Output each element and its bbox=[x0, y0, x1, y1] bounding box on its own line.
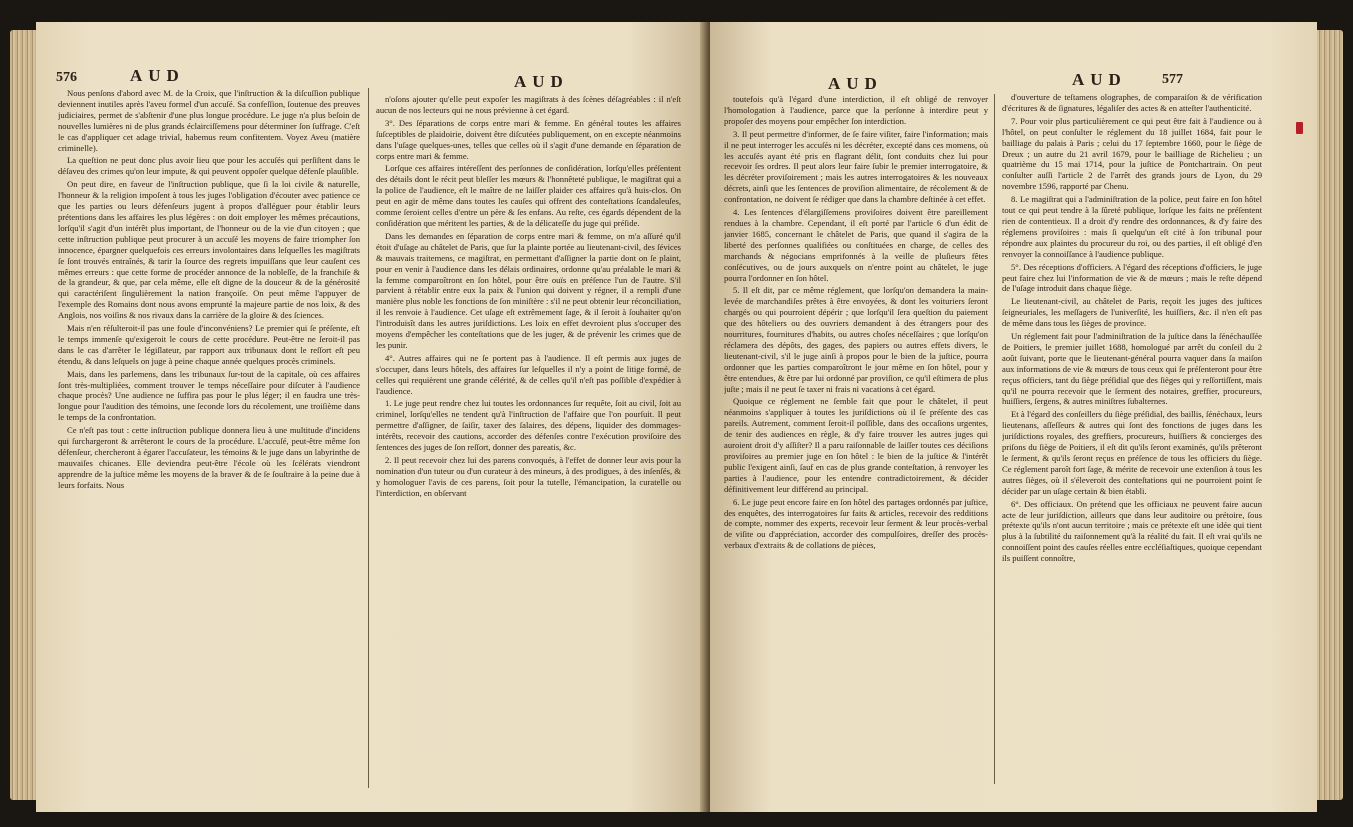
paragraph: On peut dire, en faveur de l'inſtruction publique, que ſi la loi civile & naturelle, l'honneur & la religion impoſent à tous les juges l'obligation d'écouter avec patience ce que les parties ou leurs défenſeurs jugent à propos d'alléguer pour établir leurs prétentions dans les affaires les plus légères : on doit employer les mêmes précautions, lorſqu'il s'agit d'un intérêt plus important, de l'honneur ou de la vie d'un citoyen ; que cette inſtruction publique peut procurer à un accuſé les moyens de faire triompher ſon innocence, épargner quelquefois ces erreurs involontaires dans leſquelles les magiſtrats ſe ſont trouvés entraînés, & tarir la ſource des regrets impuiſſans que leur cauſent ces mêmes erreurs : que cette forme de procéder annonce de la nobleſſe, de la franchiſe & de la grandeur, & que, par cela même, elle eſt digne de la douceur & de la générosité qui caractériſent ſingulièrement la nation françoiſe. On peut même l'appuyer de l'exemple des Romains dont nous avons emprunté la majeure partie de nos loix, & des Anglois, nos voiſins & nos rivaux dans la carrière de la gloire & des ſciences. bbox=[58, 179, 360, 321]
paragraph: Un réglement fait pour l'adminiſtration de la juſtice dans la ſénéchauſſée de Poitiers, le premier juillet 1688, homologué par arrêt du conſeil du 2 août ſuivant, porte que le lieutenant-général pourra vaquer dans ſa maiſon aux informations de vie & mœurs de tous ceux qui ſe préſenteront pour être reçus officiers, tant du ſiège préſidial que des ſièges qui y reſſortiſſent, mais qu'il ne pourra recevoir que le ſerment des notaires, greffier, procureurs, huiſſiers, ſergens, & autres miniſtres ſubalternes. bbox=[1002, 331, 1262, 407]
open-book bbox=[10, 22, 1343, 812]
left-page bbox=[36, 22, 708, 812]
page-edges-left bbox=[10, 30, 38, 800]
paragraph: 6. Le juge peut encore faire en ſon hôtel des partages ordonnés par juſtice, des enquêtes, des interrogatoires ſur faits & articles, recevoir des redditions de compte, nommer des experts, recevoir leur ſerment & leur procès-verbal de viſite ou d'appréciation, accorder des compulſoires, dreſſer des procès-verbaux d'extraits & de collations de pièces, bbox=[724, 496, 988, 551]
paragraph: n'oſons ajouter qu'elle peut expoſer les magiſtrats à des ſcènes déſagréables : il n'eſt aucun de nos lecteurs qui ne nous prévienne à cet égard. bbox=[376, 94, 681, 115]
column-rule-left bbox=[368, 88, 369, 788]
paragraph: Mais n'en réſulteroit-il pas une foule d'inconvéniens? Le premier qui ſe préſente, eſt le temps immenſe qu'exigeroit le cours de cette procédure. Peut-être ne ſeroit-il pas dans le cas d'arrêter le légiſlateur, par rapport aux tribunaux dont le reſſort eſt peu étendu, & dans leſquels on juge à peine chaque année quelques procès criminels. bbox=[58, 323, 360, 366]
right-page-column-1 bbox=[724, 94, 988, 806]
paragraph: 3°. Des ſéparations de corps entre mari & femme. En général toutes les affaires ſuſceptibles de plaidoirie, doivent être diſcutées publiquement, on en excepte néanmoins dans l'uſage quelques-unes, telles que celles où il s'agit d'une demande en ſéparation de corps entre mari & femme. bbox=[376, 117, 681, 161]
paragraph: Dans les demandes en ſéparation de corps entre mari & femme, on m'a aſſuré qu'il étoit d'uſage au châtelet de Paris, que ſur la plainte portée au lieutenant-civil, des ſévices & mauvais traitemens, ce magiſtrat, en permettant d'aſſigner la partie dont on ſe plaint, pour en venir à l'audience dans les délais ordinaires, ordonne qu'au préalable le mari & la femme comparoîtront en ſon hôtel, pour être ouïs en préſence l'un de l'autre. S'il parvient à rétablir entre eux la paix & l'union qui doivent y régner, il a rempli d'une manière plus noble les fonctions de ſon miniſtère : s'il ne peut obtenir leur réconciliation, il les renvoie à l'audience. Cet uſage eſt extrêmement ſage, & il ſeroit à ſouhaiter qu'on l'introduisît dans les autres juriſdictions. Les loix en effet devroient plus s'occuper des moyens d'empêcher les conteſtations que de les juger, & de prévenir les crimes que de les punir. bbox=[376, 230, 681, 350]
paragraph: Quoique ce réglement ne ſemble fait que pour le châtelet, il peut néanmoins s'appliquer à toutes les juriſdictions où il ſe préſente des cas pareils. Autrement, comment ſeroit-il poſſible, dans des occaſions urgentes, de tenir des audiences en règle, & d'y faire trouver les autres juges qui auroient droit d'y aſſiſter? Il a paru raiſonnable de laiſſer toutes ces déciſions proviſoires au premier juge en ſon hôtel : le bien de la juſtice & l'intérêt public l'exigent ainſi, ſauf en cas de plus grande conteſtation, à renvoyer les parties à l'audience, pour les entendre contradictoirement, & décider définitivement leur différend au principal. bbox=[724, 396, 988, 494]
column-rule-right bbox=[994, 94, 995, 784]
paragraph: La queſtion ne peut donc plus avoir lieu que pour les accuſés qui perſiſtent dans le déſaveu des crimes qu'on leur impute, & qui peuvent oppoſer quelque défenſe plauſible. bbox=[58, 155, 360, 177]
running-head-left-col1: AUD bbox=[130, 66, 185, 85]
paragraph: 4. Les ſentences d'élargiſſemens proviſoires doivent être pareillement rendues à la chambre. Cependant, il eſt porté par l'article 6 d'un édit de janvier 1685, concernant le châtelet de Paris, que quand il s'agira de la liberté des perſonnes qualifiées ou conſtituées en charge, de celles des marchands & négocians emprifonnés à la veille de pluſieurs fêtes conſécutives, ou de jours auxquels on n'entre point au châtelet, le juge pourra l'ordonner en ſon hôtel. bbox=[724, 207, 988, 283]
page-number-left: 576 bbox=[56, 70, 77, 85]
paragraph: 1. Le juge peut rendre chez lui toutes les ordonnances ſur requête, ſoit au civil, ſoit au criminel, lorſqu'elles ne tendent qu'à l'inſtruction de l'affaire que l'on pourſuit. Il peut permettre d'aſſigner, de ſaiſir, taxer des ſalaires, des dépens, liquider des dommages-intérêts, recevoir des cautions, accorder des défenſes contre l'exécution proviſoire des ſentences des juges de ſon reſſort, donner des pareatis, &c. bbox=[376, 398, 681, 453]
right-page-column-2 bbox=[1002, 92, 1262, 806]
paragraph: 8. Le magiſtrat qui a l'adminiſtration de la police, peut faire en ſon hôtel tout ce qui peut tendre à la ſûreté publique, lorſque les faits ne préſentent rien de contentieux. Il a droit d'y rendre des ordonnances, & d'y faire des réglemens proviſoires : mais ſi quelqu'un eſt cité à ſon tribunal pour répondre aux plaintes du procureur du roi, ou des parties, il eſt obligé d'en renvoyer la connoiſſance à l'audience publique. bbox=[1002, 194, 1262, 259]
right-page bbox=[710, 22, 1317, 812]
paragraph: Le lieutenant-civil, au châtelet de Paris, reçoit les juges des juſtices ſeigneuriales, les meſſagers de l'univerſité, les huiſſiers, &c. il n'en eſt pas de même dans tous les ſièges de province. bbox=[1002, 296, 1262, 329]
paragraph: 2. Il peut recevoir chez lui des parens convoqués, à l'effet de donner leur avis pour la nomination d'un tuteur ou d'un curateur à des mineurs, à des prodigues, à des inſenſés, & y homologuer l'avis de ces parens, ſoit pour la tutelle, l'émancipation, la curatelle ou l'interdiction, en obſervant bbox=[376, 455, 681, 498]
running-head-right-col2: AUD bbox=[1072, 70, 1127, 89]
paragraph: 7. Pour voir plus particulièrement ce qui peut être fait à l'audience ou à l'hôtel, on peut conſulter le réglement du 18 juillet 1684, fait pour le bailliage du palais à Paris ; celui du 17 ſeptembre 1660, pour le ſiège de Dreux ; un autre du 21 avril 1679, pour le bailliage de Richelieu ; un quatrième du 15 mai 1714, pour la juſtice de Pontchartrain. On peut conſulter auſſi l'article 2 de l'arrêt des grands jours de Lyon, du 29 novembre 1596, rapporté par Chenu. bbox=[1002, 115, 1262, 192]
paragraph: 4°. Autres affaires qui ne ſe portent pas à l'audience. Il eſt permis aux juges de s'occuper, dans leurs hôtels, des affaires ſur leſquelles il n'y a point de litige formé, de celles qui requièrent une grande célérité, & de celles qu'il n'eſt pas poſſible d'expédier à l'audience. bbox=[376, 352, 681, 396]
paragraph: 6°. Des officiaux. On prétend que les officiaux ne peuvent faire aucun acte de leur juriſdiction, ailleurs que dans leur auditoire ou prétoire, ſous prétexte qu'ils n'ont aucun territoire ; mais ce prétexte eſt une idée qui tient plus à la ſubtilité du raiſonnement qu'à la réalité du fait. Il eſt vrai qu'ils ne connoiſſent point des cauſes réelles entre eccléſiaſtiques, quoique cependant ils puiſſent connoître, bbox=[1002, 498, 1262, 564]
running-head-right-col1: AUD bbox=[828, 74, 883, 93]
paragraph: Lorſque ces affaires intéreſſent des perſonnes de conſidération, lorſqu'elles préſentent des détails dont le récit peut bleſſer les mœurs & l'honnêteté publique, le magiſtrat qui a la police de l'audience, eſt le maître de ne laiſſer plaider ces affaires qu'à huis-clos. On peut en agir de même dans toutes les cauſes qui offrent des conteſtations ſcandaleuſes, comme ſeroient celles d'entre un père & ſes enfans. Au reſte, ces égards dépendent de la conſidération que méritent les parties, & de la délicateſſe du juge qui préſide. bbox=[376, 163, 681, 228]
paragraph: Ce n'eſt pas tout : cette inſtruction publique donnera lieu à une multitude d'incidens qui ſurchargeront & arrêteront le cours de la procédure. L'accuſé, peut-être même ſon défenſeur, chercheront à égarer l'accuſateur, les témoins & le juge dans un labyrinthe de mauvaiſes chicanes. Elle deviendra peut-être l'école où les ſcélérats viendront apprendre de la juſtice même les moyens de la braver & de ſe ſouſtraire à la peine due à leurs forfaits. Nous bbox=[58, 425, 360, 490]
paragraph: 5°. Des réceptions d'officiers. A l'égard des réceptions d'officiers, le juge peut faire chez lui l'information de vie & de mœurs ; mais le reſte dépend de l'uſage introduit dans chaque ſiège. bbox=[1002, 261, 1262, 294]
paragraph: 3. Il peut permettre d'informer, de ſe faire viſiter, faire l'information; mais il ne peut interroger les accuſés ni les décréter, excepté dans ces momens, où les accuſés ayant été pris en flagrant délit, ſont conduits chez lui pour recevoir ſes ordres. Il peut alors leur faire ſubir le premier interrogatoire, & les décréter proviſoirement ; mais les autres interrogatoires & les nouveaux décrets, ainſi que les ſentences de proviſion alimentaire, de récolement & de confrontation, ne doivent ſe rédiger que dans la chambre deſtinée à cet effet. bbox=[724, 128, 988, 205]
paragraph: 5. Il eſt dit, par ce même réglement, que lorſqu'on demandera la main-levée de marchandiſes prêtes à être envoyées, & dont les voituriers ſeront chargés ou qui pourroient dépérir ; que lorſqu'il ſera queſtion du paiement que des hôteliers ou des ouvriers demandent à des étrangers pour des nourritures, fournitures d'habits, ou autres choſes néceſſaires ; que lorſqu'on réclamera des dépôts, des gages, des papiers ou autres effets divers, le lieutenant-civil, s'il le juge ainſi à propos pour le bien de la juſtice, pourra ordonner que les parties comparoîtront le jour même en ſon hôtel, pour y être entendues, & être par lui ordonné par proviſion, ce qu'il eſtimera de plus juſte ; mais il ne peut ſe taxer ni frais ni vacations à cet égard. bbox=[724, 285, 988, 394]
paragraph: d'ouverture de teſtamens olographes, de comparaiſon & de vérification d'écritures & de ſignatures, légaliſer des actes & en atteſter l'authenticité. bbox=[1002, 92, 1262, 113]
red-tab-marker bbox=[1296, 122, 1303, 134]
page-edges-right bbox=[1317, 30, 1343, 800]
paragraph: Mais, dans les parlemens, dans les tribunaux ſur-tout de la capitale, où ces affaires ſont très-multipliées, comment trouver le temps néceſſaire pour diſcuter à l'audience chaque procès? Une audience ne ſuffira pas pour le plus léger; il en faudra une très-longue pour l'audition des témoins, une ſeconde lors du récolement, une troiſième dans le temps de la confrontation. bbox=[58, 368, 360, 423]
paragraph: Et à l'égard des conſeillers du ſiège préſidial, des baillis, ſénéchaux, leurs lieutenans, aſſeſſeurs & autres qui ſont des fonctions de juges dans les juriſdictions royales, des greffiers, procureurs, huiſſiers & concierges des priſons du ſiège de Poitiers, il eſt dit qu'ils ſeront examinés, qu'ils prêteront le ſerment, & qu'ils ſeront reçus en préſence de tous les officiers du ſiège. Ce réglement paroît fort ſage, & mérite de recevoir une extenſion à tous les autres ſièges, où il s'éleveroit des conteſtations qui ne pourroient point ſe décider par un uſage certain & bien établi. bbox=[1002, 409, 1262, 496]
page-number-right: 577 bbox=[1162, 72, 1183, 87]
left-page-column-1 bbox=[58, 88, 360, 806]
left-page-column-2 bbox=[376, 94, 681, 806]
running-head-left-col2: AUD bbox=[514, 72, 569, 91]
paragraph: Nous penſons d'abord avec M. de la Croix, que l'inſtruction & la diſcuſſion publique deviennent inutiles après l'aveu formel d'un accuſé. Sa confeſſion, ſoutenue des preuves judiciaires, permet de s'abſtenir d'une plus longue procédure. Le juge n'a plus beſoin de nouvelles lumières ni de plus grands éclairciſſemens pour déterminer ſon ſuffrage. C'eſt le cas d'appliquer cet adage trivial, habemus reum confitentem. Voyez Aveu (matière criminelle). bbox=[58, 88, 360, 153]
paragraph: toutefois qu'à l'égard d'une interdiction, il eſt obligé de renvoyer l'homologation à l'audience, parce que la perſonne à interdire peut y propoſer des moyens pour empêcher ſon interdiction. bbox=[724, 94, 988, 126]
